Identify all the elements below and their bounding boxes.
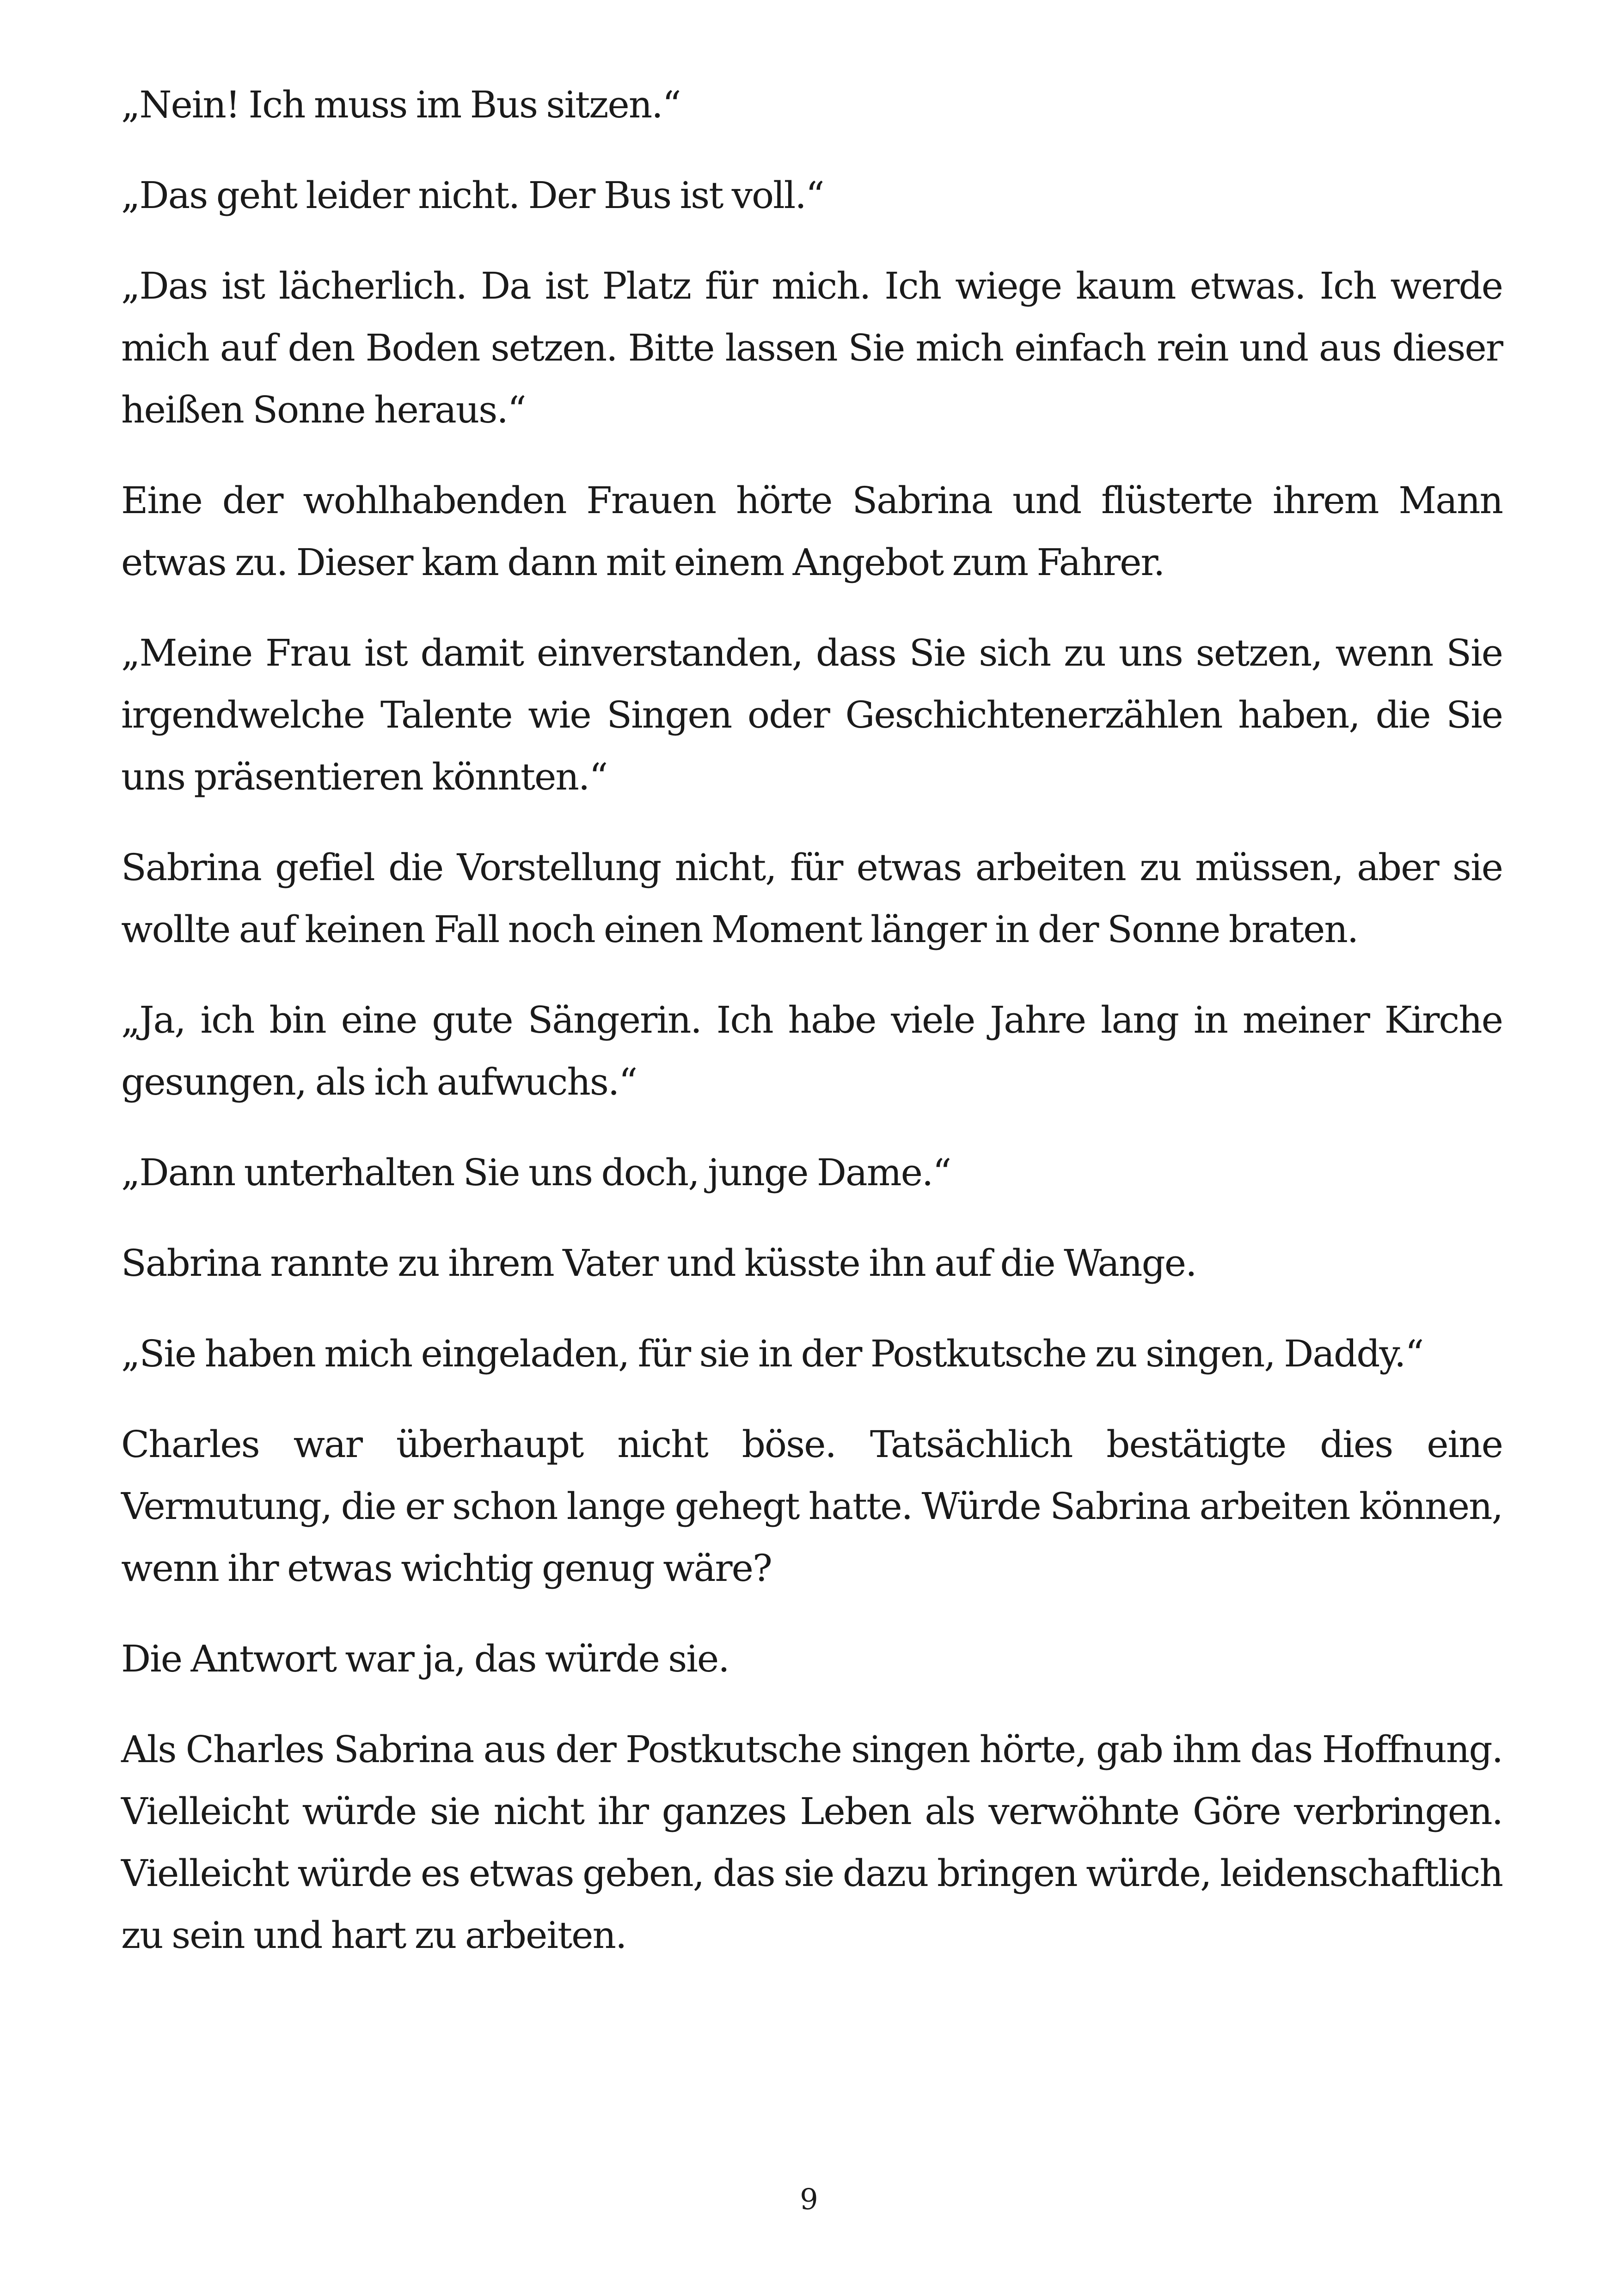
paragraph: „Sie haben mich eingeladen, für sie in der Postkutsche zu singen, Daddy.“ xyxy=(121,1332,1423,1375)
paragraph: Eine der wohlhabenden Frauen hörte Sabrina und flüsterte ihrem Mann etwas zu. Dieser kam dann mit einem Angebot zum Fahrer. xyxy=(121,479,1502,584)
paragraph: Charles war überhaupt nicht böse. Tatsächlich bestätigte dies eine Vermutung, die er schon lange gehegt hatte. Würde Sabrina arbeiten können, wenn ihr etwas wichtig genug wäre? xyxy=(121,1423,1502,1590)
paragraph: „Nein! Ich muss im Bus sitzen.“ xyxy=(121,83,680,126)
paragraph: „Das ist lächerlich. Da ist Platz für mich. Ich wiege kaum etwas. Ich werde mich auf den Boden setzen. Bitte lassen Sie mich einfach rein und aus dieser heißen Sonne heraus.“ xyxy=(121,264,1502,431)
paragraph: Die Antwort war ja, das würde sie. xyxy=(121,1637,729,1680)
paragraph: „Das geht leider nicht. Der Bus ist voll.“ xyxy=(121,174,824,217)
paragraph: Sabrina gefiel die Vorstellung nicht, für etwas arbeiten zu müssen, aber sie wollte auf keinen Fall noch einen Moment länger in der Sonne braten. xyxy=(121,846,1502,951)
paragraph: Sabrina rannte zu ihrem Vater und küsste ihn auf die Wange. xyxy=(121,1242,1196,1285)
paragraph: Als Charles Sabrina aus der Postkutsche singen hörte, gab ihm das Hoffnung. Vielleicht würde sie nicht ihr ganzes Leben als verwöhnte Göre verbringen. Vielleicht würde es etwas geben, das sie dazu bringen würde, leidenschaftlich zu sein und hart zu arbeiten. xyxy=(121,1728,1502,1957)
body-text xyxy=(121,74,1502,1995)
paragraph: „Ja, ich bin eine gute Sängerin. Ich habe viele Jahre lang in meiner Kirche gesungen, als ich aufwuchs.“ xyxy=(121,998,1502,1103)
paragraph: „Dann unterhalten Sie uns doch, junge Dame.“ xyxy=(121,1151,951,1194)
page-number: 9 xyxy=(800,2182,818,2216)
paragraph: „Meine Frau ist damit einverstanden, dass Sie sich zu uns setzen, wenn Sie irgendwelche Talente wie Singen oder Geschichtenerzählen haben, die Sie uns präsentieren könnten.“ xyxy=(121,631,1502,798)
